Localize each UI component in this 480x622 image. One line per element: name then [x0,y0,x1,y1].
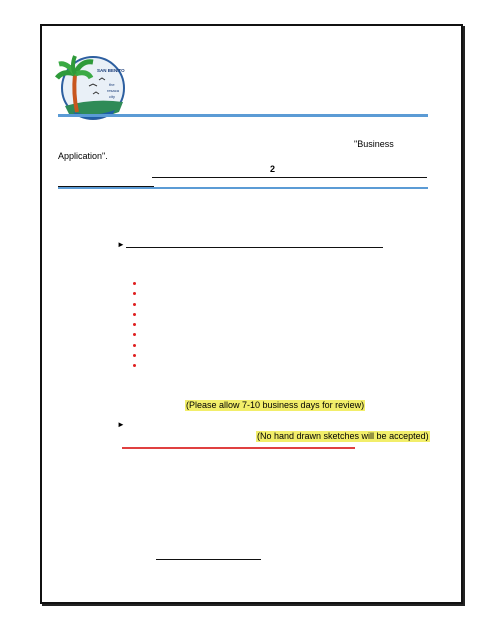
red-bullet-icon [133,282,136,285]
underline [152,177,427,178]
section-rule [58,187,428,189]
logo-text-line: SAN BENITO [97,68,125,73]
review-note: (Please allow 7-10 business days for review) [186,400,365,410]
red-bullet-icon [133,333,136,336]
city-logo [53,50,127,124]
arrow-bullet-icon: ► [117,420,125,429]
red-bullet-icon [133,313,136,316]
business-quote-text: "Business [354,139,394,149]
logo-text-line: city [109,94,115,99]
application-text: Application". [58,151,108,161]
red-underline [122,447,355,449]
arrow-bullet-icon: ► [117,240,125,249]
logo-text-line: the [109,82,115,87]
section-number: 2 [270,164,276,174]
red-bullet-icon [133,354,136,357]
header-rule [58,114,428,117]
document-page [40,24,463,604]
red-bullet-icon [133,364,136,367]
red-bullet-icon [133,303,136,306]
signature-line [156,559,261,560]
fill-in-line [126,247,383,248]
red-bullet-icon [133,292,136,295]
logo-text-line: resaca [107,88,120,93]
red-bullet-icon [133,323,136,326]
red-bullet-icon [133,344,136,347]
sketch-note: (No hand drawn sketches will be accepted) [257,431,429,441]
